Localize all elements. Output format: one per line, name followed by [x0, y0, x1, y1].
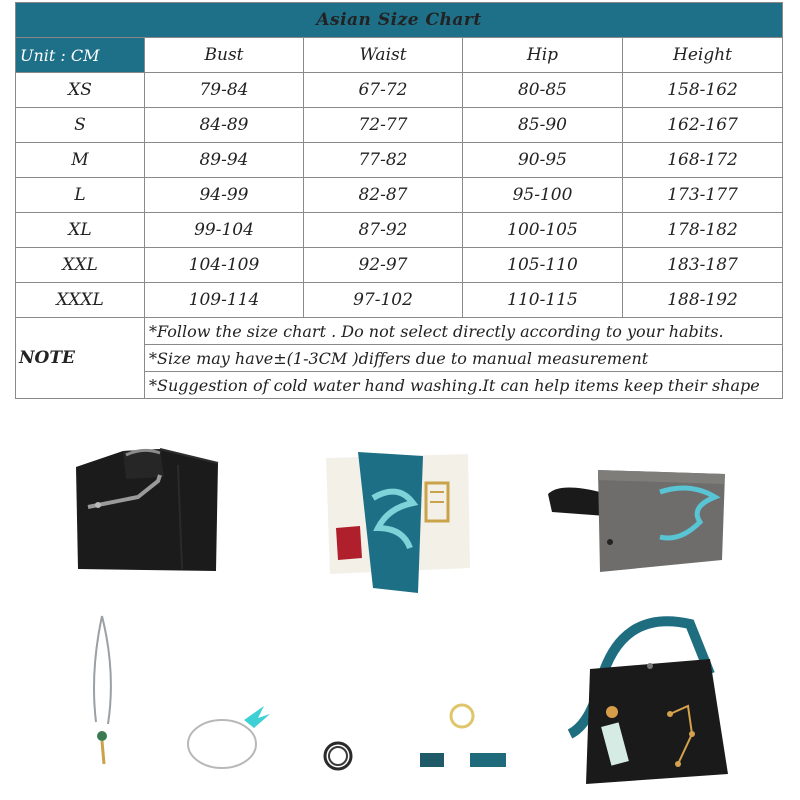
table-row	[16, 178, 783, 213]
waist-cell: 67-72	[304, 73, 463, 108]
size-label: M	[16, 143, 145, 178]
column-header-hip: Hip	[463, 38, 623, 73]
size-chart	[15, 2, 782, 399]
table-row	[16, 213, 783, 248]
height-cell: 162-167	[623, 108, 783, 143]
hair-ties-image	[320, 738, 356, 774]
height-cell: 178-182	[623, 213, 783, 248]
bust-cell: 99-104	[145, 213, 304, 248]
hip-cell: 80-85	[463, 73, 623, 108]
waist-cell: 87-92	[304, 213, 463, 248]
chart-title: Asian Size Chart	[16, 3, 783, 38]
bust-cell: 79-84	[145, 73, 304, 108]
hip-cell: 90-95	[463, 143, 623, 178]
armbands-image	[418, 750, 508, 770]
height-cell: 168-172	[623, 143, 783, 178]
size-label: XL	[16, 213, 145, 248]
table-row	[16, 108, 783, 143]
note-line: *Follow the size chart . Do not select directly according to your habits.	[145, 318, 783, 345]
height-cell: 188-192	[623, 283, 783, 318]
waist-cell: 97-102	[304, 283, 463, 318]
bust-cell: 89-94	[145, 143, 304, 178]
note-line: *Suggestion of cold water hand washing.It can help items keep their shape	[145, 372, 783, 399]
size-label: L	[16, 178, 145, 213]
size-table	[15, 2, 783, 399]
ring-image	[446, 700, 478, 732]
table-row	[16, 283, 783, 318]
bust-cell: 109-114	[145, 283, 304, 318]
height-cell: 183-187	[623, 248, 783, 283]
note-line: *Size may have±(1-3CM )differs due to manual measurement	[145, 345, 783, 372]
bracelet-image	[184, 702, 274, 772]
scarf-image	[318, 448, 478, 598]
size-label: S	[16, 108, 145, 143]
column-header-height: Height	[623, 38, 783, 73]
column-header-bust: Bust	[145, 38, 304, 73]
bust-cell: 84-89	[145, 108, 304, 143]
hip-cell: 100-105	[463, 213, 623, 248]
waist-cell: 82-87	[304, 178, 463, 213]
waist-cell: 77-82	[304, 143, 463, 178]
hip-cell: 105-110	[463, 248, 623, 283]
bust-cell: 104-109	[145, 248, 304, 283]
table-row	[16, 143, 783, 178]
hip-cell: 85-90	[463, 108, 623, 143]
bust-cell: 94-99	[145, 178, 304, 213]
unit-label: Unit : CM	[16, 38, 145, 73]
black-shirt-image	[68, 445, 228, 575]
height-cell: 158-162	[623, 73, 783, 108]
necklace-image	[86, 612, 126, 772]
gray-tote-bag-image	[540, 452, 730, 582]
height-cell: 173-177	[623, 178, 783, 213]
column-header-waist: Waist	[304, 38, 463, 73]
hip-cell: 95-100	[463, 178, 623, 213]
size-label: XXXL	[16, 283, 145, 318]
waist-cell: 92-97	[304, 248, 463, 283]
hip-cell: 110-115	[463, 283, 623, 318]
note-label: NOTE	[16, 318, 145, 399]
size-label: XXL	[16, 248, 145, 283]
black-shoulder-bag-image	[560, 614, 740, 790]
table-row	[16, 248, 783, 283]
table-row	[16, 73, 783, 108]
size-label: XS	[16, 73, 145, 108]
waist-cell: 72-77	[304, 108, 463, 143]
